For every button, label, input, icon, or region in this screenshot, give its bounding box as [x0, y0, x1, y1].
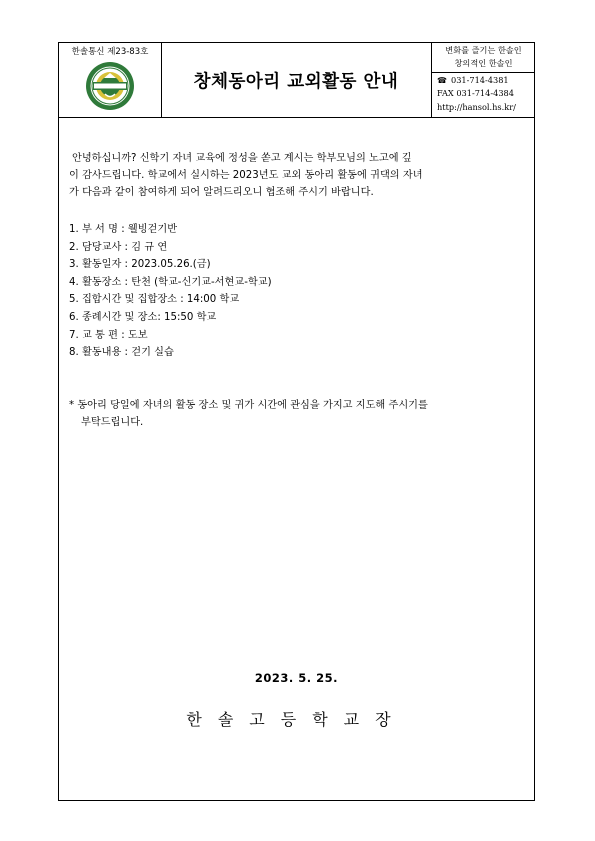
list-item-content: 8. 활동내용 : 걷기 실습: [69, 347, 174, 359]
header-right-cell: [431, 43, 535, 117]
list-item-date: 3. 활동일자 : 2023.05.26.(금): [69, 259, 211, 271]
school-emblem-icon: [85, 61, 135, 111]
school-motto-line1: 변화를 즐기는 한솔인: [445, 45, 522, 55]
issue-date: 2023. 5. 25.: [254, 671, 339, 685]
intro-line-1: 안녕하십니까? 신학기 자녀 교육에 정성을 쏟고 계시는 학부모님의 노고에 깊: [72, 153, 412, 164]
document-number: 한솔통신 제23-83호: [71, 47, 149, 57]
fax-label: FAX: [437, 88, 454, 98]
fax-line: [437, 88, 514, 98]
list-item-department: 1. 부 서 명 : 웰빙걷기반: [69, 224, 178, 235]
school-motto-line2: 창의적인 한솔인: [454, 58, 513, 68]
activity-details-list: [69, 223, 272, 364]
intro-line-2: 이 감사드립니다. 학교에서 실시하는 2023년도 교외 동아리 활동에 귀댁의 자녀: [69, 170, 423, 181]
phone-icon: ☎: [437, 75, 448, 85]
phone-line: [437, 75, 509, 85]
signer-title: 한솔고등학교장: [186, 710, 407, 729]
school-website-link[interactable]: http://hansol.hs.kr/: [437, 102, 516, 112]
contact-box: [432, 72, 535, 118]
list-item-teacher: 2. 담당교사 : 김 규 연: [69, 241, 168, 253]
document-frame: [58, 42, 535, 801]
header-left-cell: [59, 43, 162, 117]
note-line-1: * 동아리 당일에 자녀의 활동 장소 및 귀가 시간에 관심을 가지고 지도해 주시기를: [69, 400, 428, 411]
list-item-place: 4. 활동장소 : 탄천 (학교-신기교-서현교-학교): [69, 276, 272, 288]
list-item-meeting: 5. 집합시간 및 집합장소 : 14:00 학교: [69, 294, 240, 306]
letter-header: [59, 43, 534, 118]
intro-line-3: 가 다음과 같이 참여하게 되어 알려드리오니 협조해 주시기 바랍니다.: [69, 187, 374, 198]
fax-number: 031-714-4384: [456, 88, 514, 98]
page-title: 창체동아리 교외활동 안내: [193, 71, 399, 92]
list-item-transport: 7. 교 통 편 : 도보: [69, 329, 148, 341]
list-item-dismissal: 6. 종례시간 및 장소: 15:50 학교: [69, 311, 217, 323]
note-line-2: 부탁드립니다.: [81, 417, 144, 428]
phone-number: 031-714-4381: [451, 75, 509, 85]
